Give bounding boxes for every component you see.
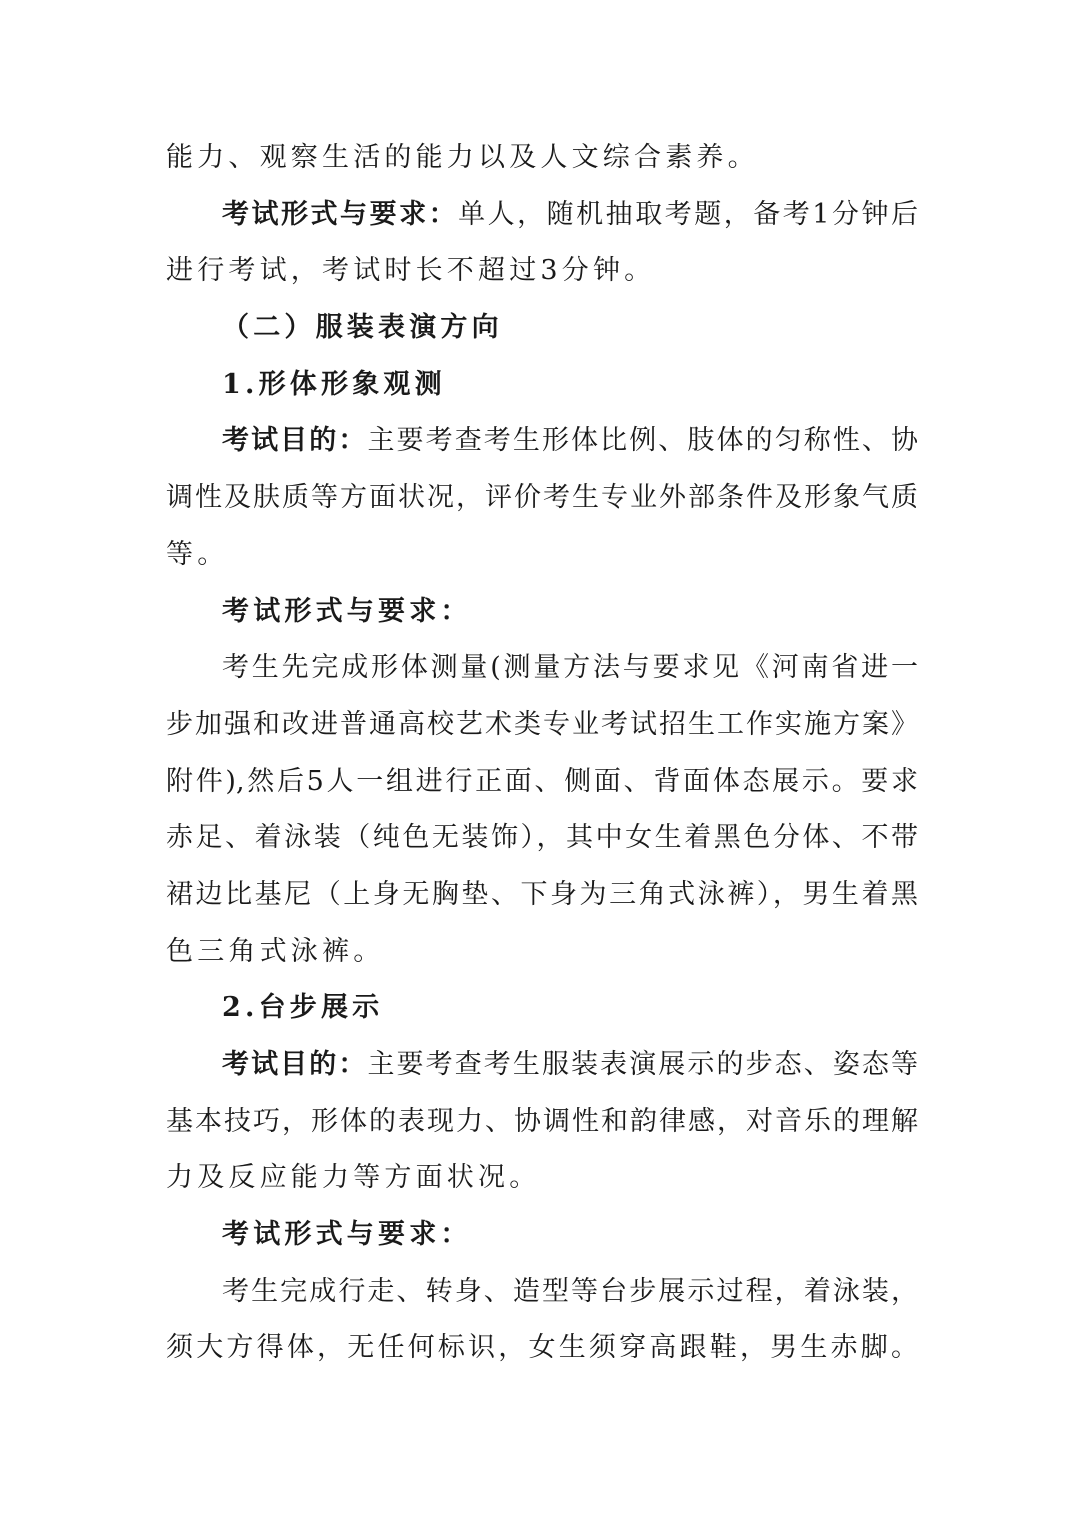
- exam-format-label: 考试形式与要求：: [222, 198, 459, 230]
- item-heading: 2.台步展示: [222, 992, 384, 1024]
- paragraph-text: 主要考查考生服装表演展示的步态、姿态等: [367, 1049, 919, 1080]
- paragraph-line: 能力、观察生活的能力以及人文综合素养。: [166, 142, 759, 173]
- paragraph-line: 等。: [166, 538, 229, 570]
- paragraph-line: 基本技巧，形体的表现力、协调性和韵律感，对音乐的理解: [166, 1105, 918, 1137]
- paragraph-line: 考生完成行走、转身、造型等台步展示过程，着泳装，: [222, 1275, 918, 1307]
- exam-format-label: 考试形式与要求：: [222, 1219, 472, 1251]
- section-heading: （二）服装表演方向: [222, 312, 503, 344]
- item-heading: 1.形体形象观测: [222, 368, 446, 400]
- paragraph-text: 单人，随机抽取考题，备考1分钟后: [458, 198, 918, 230]
- paragraph-line: 赤足、着泳装（纯色无装饰），其中女生着黑色分体、不带: [166, 822, 918, 854]
- exam-purpose-label: 考试目的：: [222, 1049, 368, 1080]
- paragraph-line: 步加强和改进普通高校艺术类专业考试招生工作实施方案》: [166, 708, 918, 740]
- paragraph-line: 调性及肤质等方面状况，评价考生专业外部条件及形象气质: [166, 482, 918, 514]
- exam-format-label: 考试形式与要求：: [222, 595, 472, 627]
- paragraph-line: [166, 1037, 918, 1094]
- paragraph-line: [166, 413, 918, 470]
- paragraph-line: 考生先完成形体测量(测量方法与要求见《河南省进一: [222, 652, 918, 684]
- paragraph-line: 须大方得体，无任何标识，女生须穿高跟鞋，男生赤脚。: [166, 1332, 918, 1364]
- paragraph-line: 色三角式泳裤。: [166, 935, 385, 967]
- document-page: [166, 130, 918, 1377]
- paragraph-line: 力及反应能力等方面状况。: [166, 1162, 541, 1194]
- paragraph-line: [166, 187, 918, 244]
- paragraph-line: 裙边比基尼（上身无胸垫、下身为三角式泳裤），男生着黑: [166, 878, 918, 910]
- exam-purpose-label: 考试目的：: [222, 425, 368, 457]
- paragraph-text: 主要考查考生形体比例、肢体的匀称性、协: [367, 425, 919, 457]
- paragraph-line: 进行考试，考试时长不超过3分钟。: [166, 255, 656, 287]
- paragraph-line: 附件),然后5人一组进行正面、侧面、背面体态展示。要求: [166, 765, 918, 797]
